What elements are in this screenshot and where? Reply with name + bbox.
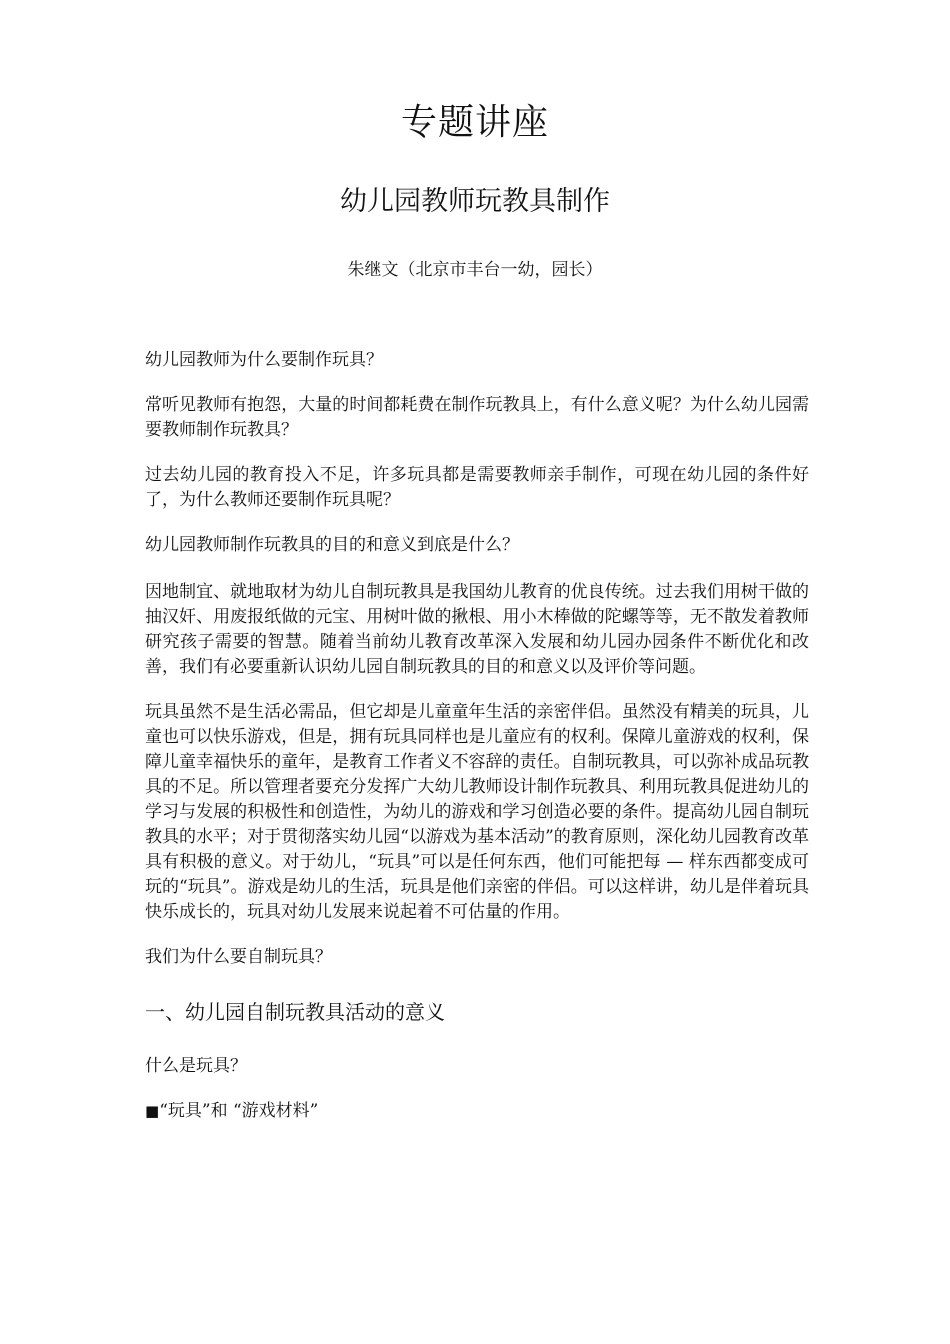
- paragraph-tradition: 因地制宜、就地取材为幼儿自制玩教具是我国幼儿教育的优良传统。过去我们用树干做的抽汉奸、用废报纸做的元宝、用树叶做的揪根、用小木棒做的陀螺等等，无不散发着教师研究孩子需要的智慧。随着当前幼儿教育改革深入发展和幼儿园办园条件不断优化和改善，我们有必要重新认识幼儿园自制玩教具的目的和意义以及评价等问题。: [145, 582, 809, 677]
- document-body: [145, 348, 809, 1124]
- author-line: 朱继文（北京市丰台一幼，园长）: [347, 260, 603, 280]
- paragraph-complaint: 常听见教师有抱怨，大量的时间都耗费在制作玩教具上，有什么意义呢？为什么幼儿园需要教师制作玩教具？: [145, 395, 809, 440]
- question-why-make-toys: 幼儿园教师为什么要制作玩具？: [145, 350, 383, 370]
- bullet-item: [145, 1099, 809, 1124]
- document-title: 专题讲座: [400, 102, 549, 143]
- question-why-self-made: 我们为什么要自制玩具？: [145, 947, 332, 967]
- bullet-text: “玩具”和 “游戏材料”: [159, 1101, 319, 1121]
- question-what-is-toy: 什么是玩具？: [145, 1056, 247, 1076]
- paragraph-toys-importance: 玩具虽然不是生活必需品，但它却是儿童童年生活的亲密伴侣。虽然没有精美的玩具，儿童也可以快乐游戏，但是，拥有玩具同样也是儿童应有的权利。保障儿童游戏的权利，保障儿童幸福快乐的童年，是教育工作者义不容辞的责任。自制玩教具，可以弥补成品玩教具的不足。所以管理者要充分发挥广大幼儿教师设计制作玩教具、利用玩教具促进幼儿的学习与发展的积极性和创造性，为幼儿的游戏和学习创造必要的条件。提高幼儿园自制玩教具的水平；对于贯彻落实幼儿园“以游戏为基本活动”的教育原则，深化幼儿园教育改革具有积极的意义。对于幼儿，“玩具”可以是任何东西，他们可能把每 — 样东西都变成可玩的“玩具”。游戏是幼儿的生活，玩具是他们亲密的伴侣。可以这样讲，幼儿是伴着玩具快乐成长的，玩具对幼儿发展来说起着不可估量的作用。: [145, 702, 809, 922]
- section-heading-1: 一、幼儿园自制玩教具活动的意义: [145, 1000, 445, 1024]
- black-square-icon: ■: [145, 1102, 160, 1120]
- paragraph-past-investment: 过去幼儿园的教育投入不足，许多玩具都是需要教师亲手制作，可现在幼儿园的条件好了，为什么教师还要制作玩具呢？: [145, 465, 809, 510]
- question-purpose: 幼儿园教师制作玩教具的目的和意义到底是什么？: [145, 535, 519, 555]
- document-subtitle: 幼儿园教师玩教具制作: [340, 186, 610, 217]
